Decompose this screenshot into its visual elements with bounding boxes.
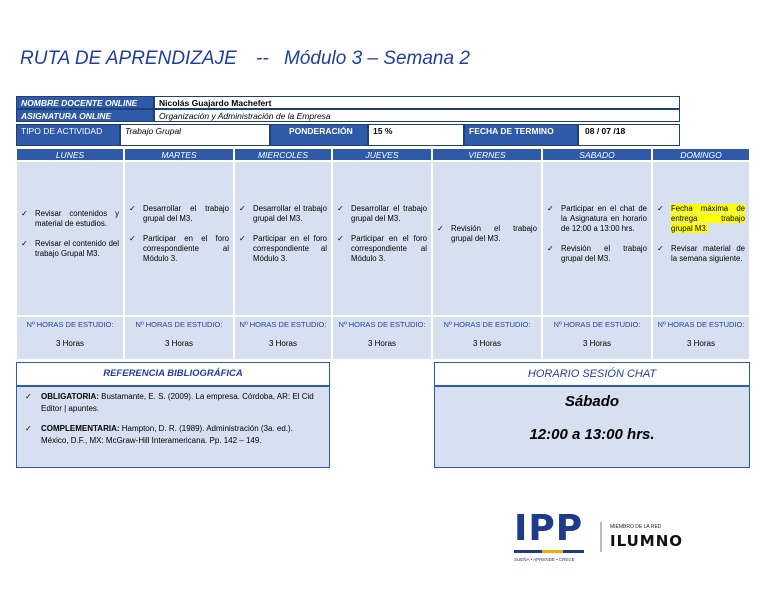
hours-label: Nº HORAS DE ESTUDIO: [338,320,426,329]
day-tasks [542,161,652,316]
day-tasks [124,161,234,316]
hours-value: 3 Horas [164,339,193,348]
check-icon: ✓ [21,238,28,248]
chat-time: 12:00 a 13:00 hrs. [529,426,655,443]
chat-body [434,386,750,468]
referencia-item-complementaria [25,423,321,447]
day-tasks [16,161,124,316]
ponderacion-value: 15 % [368,124,464,146]
task-item [337,234,427,264]
task-item [337,204,427,224]
actividad-label: TIPO DE ACTIVIDAD [16,124,120,146]
check-icon: ✓ [547,243,554,253]
hours-box [542,316,652,360]
asignatura-label: ASIGNATURA ONLINE [16,109,154,122]
task-item [129,204,229,224]
task-text: Desarrollar el trabajo grupal del M3. [143,203,229,223]
check-icon: ✓ [547,203,554,213]
task-text: Revisar contenidos y material de estudios. [35,208,119,228]
day-header: VIERNES [432,148,542,161]
check-icon: ✓ [21,208,28,218]
hours-value: 3 Horas [367,339,396,348]
check-icon: ✓ [337,233,344,243]
referencia-item-obligatoria [25,391,321,415]
task-item [657,204,745,234]
day-header: LUNES [16,148,124,161]
hours-label: Nº HORAS DE ESTUDIO: [26,320,114,329]
day-column-domingo [652,148,750,360]
task-item [239,204,327,224]
chat-header: HORARIO SESIÓN CHAT [434,362,750,386]
title-separator: -- [256,48,269,69]
hours-label: Nº HORAS DE ESTUDIO: [135,320,223,329]
task-text: Participar en el chat de la Asignatura en horario de 12:00 a 13:00 hrs. [561,203,647,233]
ilumno-caption: MIEMBRO DE LA RED [610,524,662,530]
ilumno-text: ILUMNO [610,532,684,550]
task-item [547,204,647,234]
ipp-logo [514,510,594,570]
day-tasks [652,161,750,316]
asignatura-value: Organización y Administración de la Empresa [154,109,680,122]
referencia-header: REFERENCIA BIBLIOGRÁFICA [16,362,330,386]
hours-value: 3 Horas [686,339,715,348]
title-module: Módulo 3 – Semana 2 [283,48,470,69]
hours-box [124,316,234,360]
task-item [239,234,327,264]
task-text: Participar en el foro correspondiente al Módulo 3. [351,233,427,263]
check-icon: ✓ [657,203,664,213]
day-column-miercoles [234,148,332,360]
task-item [129,234,229,264]
check-icon: ✓ [239,233,246,243]
termino-label: FECHA DE TERMINO [464,124,578,146]
check-icon: ✓ [25,424,32,433]
hours-box [234,316,332,360]
day-column-martes [124,148,234,360]
hours-label: Nº HORAS DE ESTUDIO: [239,320,327,329]
check-icon: ✓ [437,223,444,233]
docente-value: Nicolás Guajardo Machefert [154,96,680,109]
logo-divider [600,522,602,552]
task-text: Participar en el foro correspondiente al Módulo 3. [143,233,229,263]
hours-box [652,316,750,360]
hours-label: Nº HORAS DE ESTUDIO: [443,320,531,329]
task-text: Revisión el trabajo grupal del M3. [561,243,647,263]
hours-value: 3 Horas [55,339,84,348]
docente-label: NOMBRE DOCENTE ONLINE [16,96,154,109]
task-text: Desarrollar el trabajo grupal del M3. [351,203,427,223]
hours-value: 3 Horas [582,339,611,348]
task-item [657,244,745,264]
day-header: MARTES [124,148,234,161]
page-title [20,48,470,70]
title-main: RUTA DE APRENDIZAJE [20,48,237,69]
hours-label: Nº HORAS DE ESTUDIO: [657,320,745,329]
referencia-label: OBLIGATORIA: [41,392,99,401]
hours-value: 3 Horas [472,339,501,348]
task-text: Revisar material de la semana siguiente. [671,243,745,263]
day-column-jueves [332,148,432,360]
task-item [21,239,119,259]
hours-value: 3 Horas [268,339,297,348]
hours-box [16,316,124,360]
ipp-tagline: SUEÑA • APRENDE • CRECE [514,557,575,562]
task-item [21,209,119,229]
check-icon: ✓ [239,203,246,213]
ponderacion-label: PONDERACIÓN [270,124,368,146]
task-text: Fecha máxima de entrega trabajo grupal M3. [671,203,745,233]
day-tasks [432,161,542,316]
hours-label: Nº HORAS DE ESTUDIO: [553,320,641,329]
day-header: SABADO [542,148,652,161]
ipp-logo-text: IPP [514,508,584,549]
ilumno-logo [610,524,700,554]
day-tasks [234,161,332,316]
referencia-label: COMPLEMENTARIA: [41,424,120,433]
hours-box [332,316,432,360]
day-column-sabado [542,148,652,360]
task-text: Revisar el contenido del trabajo Grupal M3. [35,238,119,258]
weekly-grid [16,148,750,360]
actividad-value: Trabajo Grupal [120,124,270,146]
day-column-lunes [16,148,124,360]
chat-day: Sábado [564,393,620,410]
termino-value: 08 / 07 /18 [578,124,680,146]
hours-box [432,316,542,360]
check-icon: ✓ [129,203,136,213]
referencia-text: Bustamante, E. S. (2009). La empresa. Córdoba, AR: El Cid Editor | apuntes. [41,392,314,413]
check-icon: ✓ [129,233,136,243]
day-tasks [332,161,432,316]
day-header: MIERCOLES [234,148,332,161]
day-header: DOMINGO [652,148,750,161]
check-icon: ✓ [25,392,32,401]
referencia-body [16,386,330,468]
task-item [547,244,647,264]
check-icon: ✓ [657,243,664,253]
task-text: Revisión el trabajo grupal del M3. [451,223,537,243]
check-icon: ✓ [337,203,344,213]
day-header: JUEVES [332,148,432,161]
referencia-text: Hampton, D. R. (1989). Administración (3a. ed.). México, D.F., MX: McGraw-Hill Interamericana. Pp. 142 – 149. [41,424,293,445]
task-text: Participar en el foro correspondiente al Módulo 3. [253,233,327,263]
ipp-logo-bar [514,550,584,553]
task-text: Desarrollar el trabajo grupal del M3. [253,203,327,223]
day-column-viernes [432,148,542,360]
task-item [437,224,537,244]
